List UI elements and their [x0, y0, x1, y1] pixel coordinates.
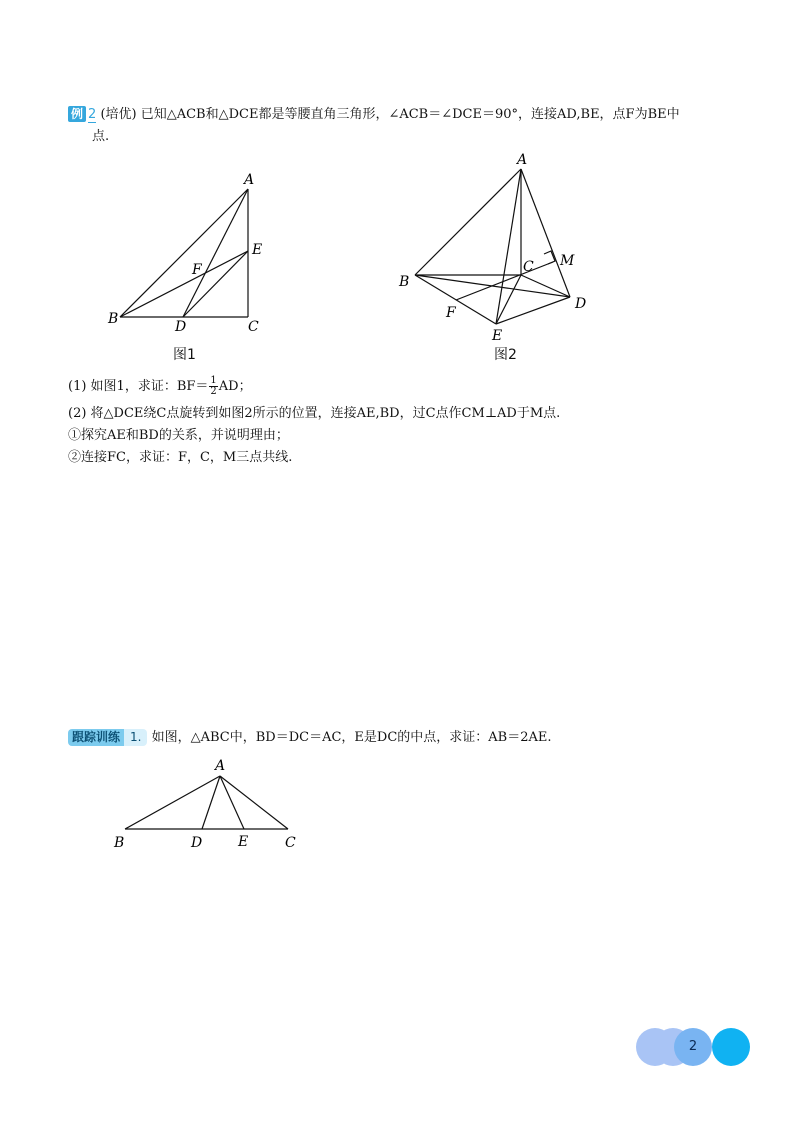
fig1-segment-ab: [120, 189, 248, 317]
fig1-segment-ad: [183, 189, 248, 317]
practice-number: 1.: [124, 729, 147, 746]
example-badge: 例: [68, 106, 86, 122]
fig1-label-a: A: [244, 172, 255, 188]
figure-3: [105, 752, 315, 857]
fig3-label-e: E: [238, 834, 249, 850]
fig3-label-b: B: [114, 835, 125, 851]
fig3-label-d: D: [191, 835, 203, 851]
fig1-label-b: B: [108, 311, 119, 327]
question-1: [68, 376, 252, 397]
fraction-denominator: 2: [210, 386, 217, 397]
fig3-segment-ae: [220, 776, 244, 829]
fig2-label-f: F: [446, 305, 456, 321]
fig2-label-a: A: [517, 152, 528, 168]
fig2-label-m: M: [560, 253, 575, 269]
figure-2-caption: 图2: [494, 347, 517, 363]
figure-2: [390, 145, 600, 345]
question-2-part-2: ②连接FC，求证：F，C，M三点共线.: [68, 450, 293, 465]
question-2-part-1: ①探究AE和BD的关系，并说明理由；: [68, 428, 289, 443]
fig1-label-d: D: [175, 319, 187, 335]
fig3-segment-ab: [125, 776, 220, 829]
example-number: 2: [88, 107, 97, 122]
fig1-label-e: E: [252, 242, 263, 258]
fig2-label-d: D: [575, 296, 587, 312]
fig1-label-c: C: [248, 319, 259, 335]
question-1-suffix: AD；: [218, 379, 252, 394]
page-number: 2: [688, 1039, 698, 1054]
fig1-segment-be: [120, 251, 248, 317]
example-line2: 点.: [92, 129, 110, 144]
question-1-fraction: [209, 376, 217, 397]
fig1-label-f: F: [192, 262, 202, 278]
practice-text: 如图，△ABC中，BD＝DC＝AC，E是DC的中点，求证：AB＝2AE.: [151, 730, 552, 745]
fraction-numerator: 1: [210, 375, 217, 386]
fig3-label-a: A: [215, 758, 226, 774]
decor-circle-right: [712, 1028, 750, 1066]
question-1-prefix: (1) 如图1，求证：BF＝: [68, 379, 209, 394]
fig1-segment-de: [183, 251, 248, 317]
fig2-label-b: B: [399, 274, 410, 290]
figure-1-caption: 图1: [173, 347, 196, 363]
figure-1: [100, 165, 280, 335]
fig2-label-e: E: [492, 328, 503, 344]
page-number-decoration: [636, 1028, 752, 1066]
fig3-label-c: C: [285, 835, 296, 851]
example-line1: (培优) 已知△ACB和△DCE都是等腰直角三角形，∠ACB＝∠DCE＝90°，连接AD,BE，点F为BE中: [100, 107, 680, 122]
fig3-segment-ac: [220, 776, 288, 829]
practice-heading: [68, 729, 552, 747]
fig2-label-c: C: [523, 259, 534, 275]
fig2-segment-ab: [415, 169, 521, 275]
question-2: (2) 将△DCE绕C点旋转到如图2所示的位置，连接AE,BD，过C点作CM⊥AD于M点.: [68, 406, 561, 421]
practice-badge: 跟踪训练: [68, 729, 124, 746]
example-heading: [68, 106, 680, 124]
